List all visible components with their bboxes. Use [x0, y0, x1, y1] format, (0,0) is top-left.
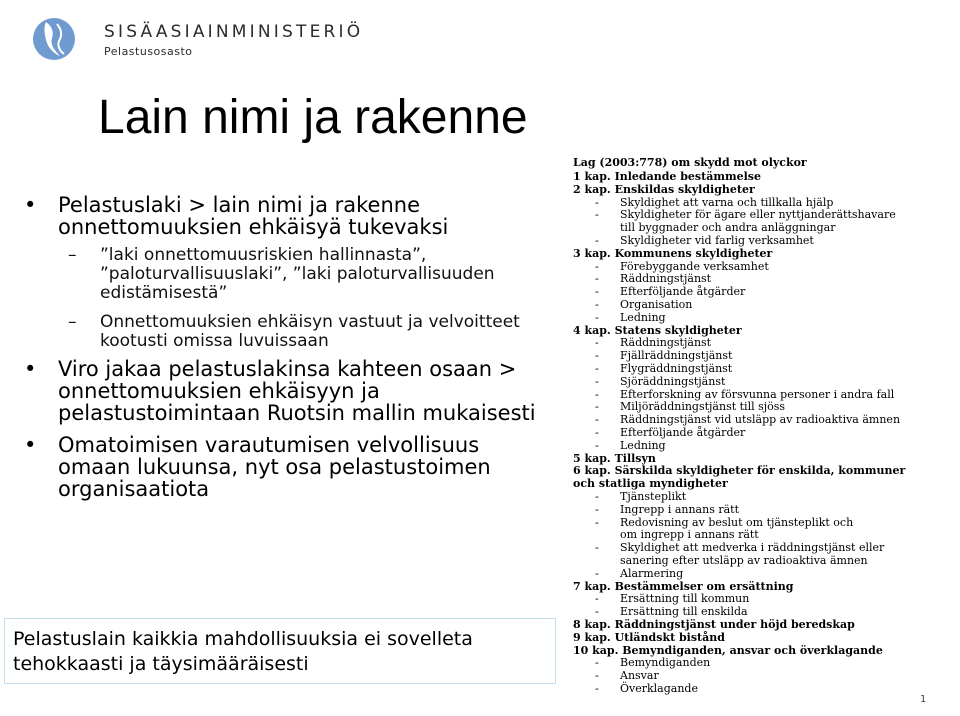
bullet-dot-icon: •: [24, 433, 37, 457]
ministry-name: SISÄASIAINMINISTERIÖ: [104, 22, 364, 42]
dash-icon: -: [595, 272, 599, 286]
law-item-text: Redovisning av beslut om tjänsteplikt och: [620, 515, 854, 529]
bullet-text: Omatoimisen varautumisen velvollisuus omaan lukuunsa, nyt osa pelastustoimen organisaatiota: [58, 433, 491, 501]
department-name: Pelastusosasto: [104, 45, 193, 58]
dash-icon: -: [595, 605, 599, 619]
dash-icon: -: [595, 682, 599, 695]
note-box: [4, 618, 556, 684]
law-item-text: Räddningstjänst vid utsläpp av radioaktiva ämnen: [620, 413, 901, 427]
law-chapter-line: 3 kap. Kommunens skyldigheter: [573, 246, 773, 260]
law-item-text: Efterföljande åtgärder: [620, 285, 746, 299]
law-item-text: Förebyggande verksamhet: [620, 259, 769, 273]
page-title: Lain nimi ja rakenne: [98, 91, 528, 144]
law-item-text: Alarmering: [620, 566, 684, 580]
bullet-text: Pelastuslaki > lain nimi ja rakenne onnettomuuksien ehkäisyä tukevaksi: [58, 193, 449, 239]
law-chapter-line: 10 kap. Bemyndiganden, ansvar och överklagande: [573, 643, 883, 657]
law-chapter-line: 1 kap. Inledande bestämmelse: [573, 170, 761, 183]
law-item-text: Bemyndiganden: [620, 656, 711, 670]
law-item-text: Skyldighet att varna och tillkalla hjälp: [620, 195, 834, 209]
law-chapter-line: och statliga myndigheter: [573, 477, 728, 491]
dash-icon: -: [595, 502, 599, 516]
law-item-text: Överklagande: [620, 682, 698, 695]
dash-icon: -: [595, 438, 599, 452]
dash-icon: -: [595, 413, 599, 427]
bullet-dot-icon: •: [24, 193, 37, 217]
law-item-continuation: till byggnader och andra anläggningar: [620, 221, 836, 235]
law-chapter-line: 2 kap. Enskildas skyldigheter: [573, 182, 755, 196]
dash-icon: –: [68, 245, 77, 265]
dash-icon: -: [595, 310, 599, 324]
dash-icon: -: [595, 285, 599, 299]
dash-icon: -: [595, 387, 599, 401]
law-item-text: Organisation: [620, 298, 693, 311]
dash-icon: -: [595, 656, 599, 670]
law-outline-image: [558, 152, 960, 697]
law-item-text: Tjänsteplikt: [620, 490, 687, 503]
law-item-text: Miljöräddningstjänst till sjöss: [620, 400, 786, 414]
law-item-continuation: sanering efter utsläpp av radioaktiva ämnen: [620, 554, 868, 567]
law-item-text: Ersättning till kommun: [620, 592, 750, 606]
law-item-text: Skyldigheter vid farlig verksamhet: [620, 234, 814, 247]
dash-icon: -: [595, 259, 599, 273]
dash-icon: -: [595, 362, 599, 375]
ministry-logo: [24, 16, 84, 62]
dash-icon: -: [595, 541, 599, 555]
law-item-text: Räddningstjänst: [620, 272, 712, 286]
law-chapter-line: 4 kap. Statens skyldigheter: [573, 323, 742, 337]
law-chapter-line: 8 kap. Räddningstjänst under höjd beredskap: [573, 618, 855, 631]
dash-icon: -: [595, 426, 599, 439]
dash-icon: -: [595, 669, 599, 683]
bullet-list: [24, 194, 544, 500]
law-item-text: Skyldighet att medverka i räddningstjänst eller: [620, 541, 885, 555]
dash-icon: -: [595, 208, 599, 222]
law-item-text: Räddningstjänst: [620, 336, 712, 350]
bullet-dot-icon: •: [24, 357, 37, 381]
sub-bullet-item: [24, 313, 544, 351]
law-item-text: Sjöräddningstjänst: [620, 374, 726, 388]
note-line: tehokkaasti ja täysimääräisesti: [13, 653, 309, 675]
dash-icon: -: [595, 195, 599, 209]
dash-icon: -: [595, 592, 599, 606]
dash-icon: -: [595, 400, 599, 414]
dash-icon: -: [595, 490, 599, 503]
law-item-text: Ansvar: [620, 669, 659, 683]
dash-icon: –: [68, 312, 77, 332]
law-item-text: Ingrepp i annans rätt: [620, 502, 740, 516]
law-item-text: Ersättning till enskilda: [620, 605, 748, 619]
law-chapter-line: 6 kap. Särskilda skyldigheter för enskilda, kommuner: [573, 464, 906, 478]
dash-icon: -: [595, 234, 599, 247]
law-item-text: Fjällräddningstjänst: [620, 349, 733, 363]
law-item-text: Ledning: [620, 438, 666, 452]
dash-icon: -: [595, 566, 599, 580]
sub-bullet-item: [24, 246, 544, 303]
dash-icon: -: [595, 298, 599, 311]
sub-bullet-text: Onnettomuuksien ehkäisyn vastuut ja velvoitteet kootusti omissa luvuissaan: [100, 312, 520, 351]
law-item-continuation: om ingrepp i annans rätt: [620, 528, 759, 542]
law-chapter-line: 5 kap. Tillsyn: [573, 451, 656, 465]
bullet-item: [24, 434, 544, 500]
dash-icon: -: [595, 336, 599, 350]
sub-bullet-text: ”laki onnettomuusriskien hallinnasta”, ”paloturvallisuuslaki”, ”laki paloturvallisuuden edistämisestä”: [100, 245, 495, 303]
dash-icon: -: [595, 374, 599, 388]
page-number: 1: [920, 694, 927, 705]
note-text: [13, 627, 473, 677]
bullet-item: [24, 358, 544, 424]
law-chapter-line: 7 kap. Bestämmelser om ersättning: [573, 579, 794, 593]
law-chapter-line: 9 kap. Utländskt bistånd: [573, 630, 725, 644]
bullet-item: [24, 194, 544, 238]
law-item-text: Flygräddningstjänst: [620, 362, 733, 375]
dash-icon: -: [595, 515, 599, 529]
law-item-text: Efterforskning av försvunna personer i andra fall: [620, 387, 895, 401]
bullet-text: Viro jakaa pelastuslakinsa kahteen osaan > onnettomuuksien ehkäisyyn ja pelastustoimintaan Ruotsin mallin mukaisesti: [58, 357, 536, 425]
law-item-text: Ledning: [620, 310, 666, 324]
law-item-text: Efterföljande åtgärder: [620, 426, 746, 439]
note-line: Pelastuslain kaikkia mahdollisuuksia ei sovelleta: [13, 628, 473, 650]
law-outline-heading: Lag (2003:778) om skydd mot olyckor: [573, 156, 807, 169]
law-item-text: Skyldigheter för ägare eller nyttjanderättshavare: [620, 208, 896, 222]
dash-icon: -: [595, 349, 599, 363]
